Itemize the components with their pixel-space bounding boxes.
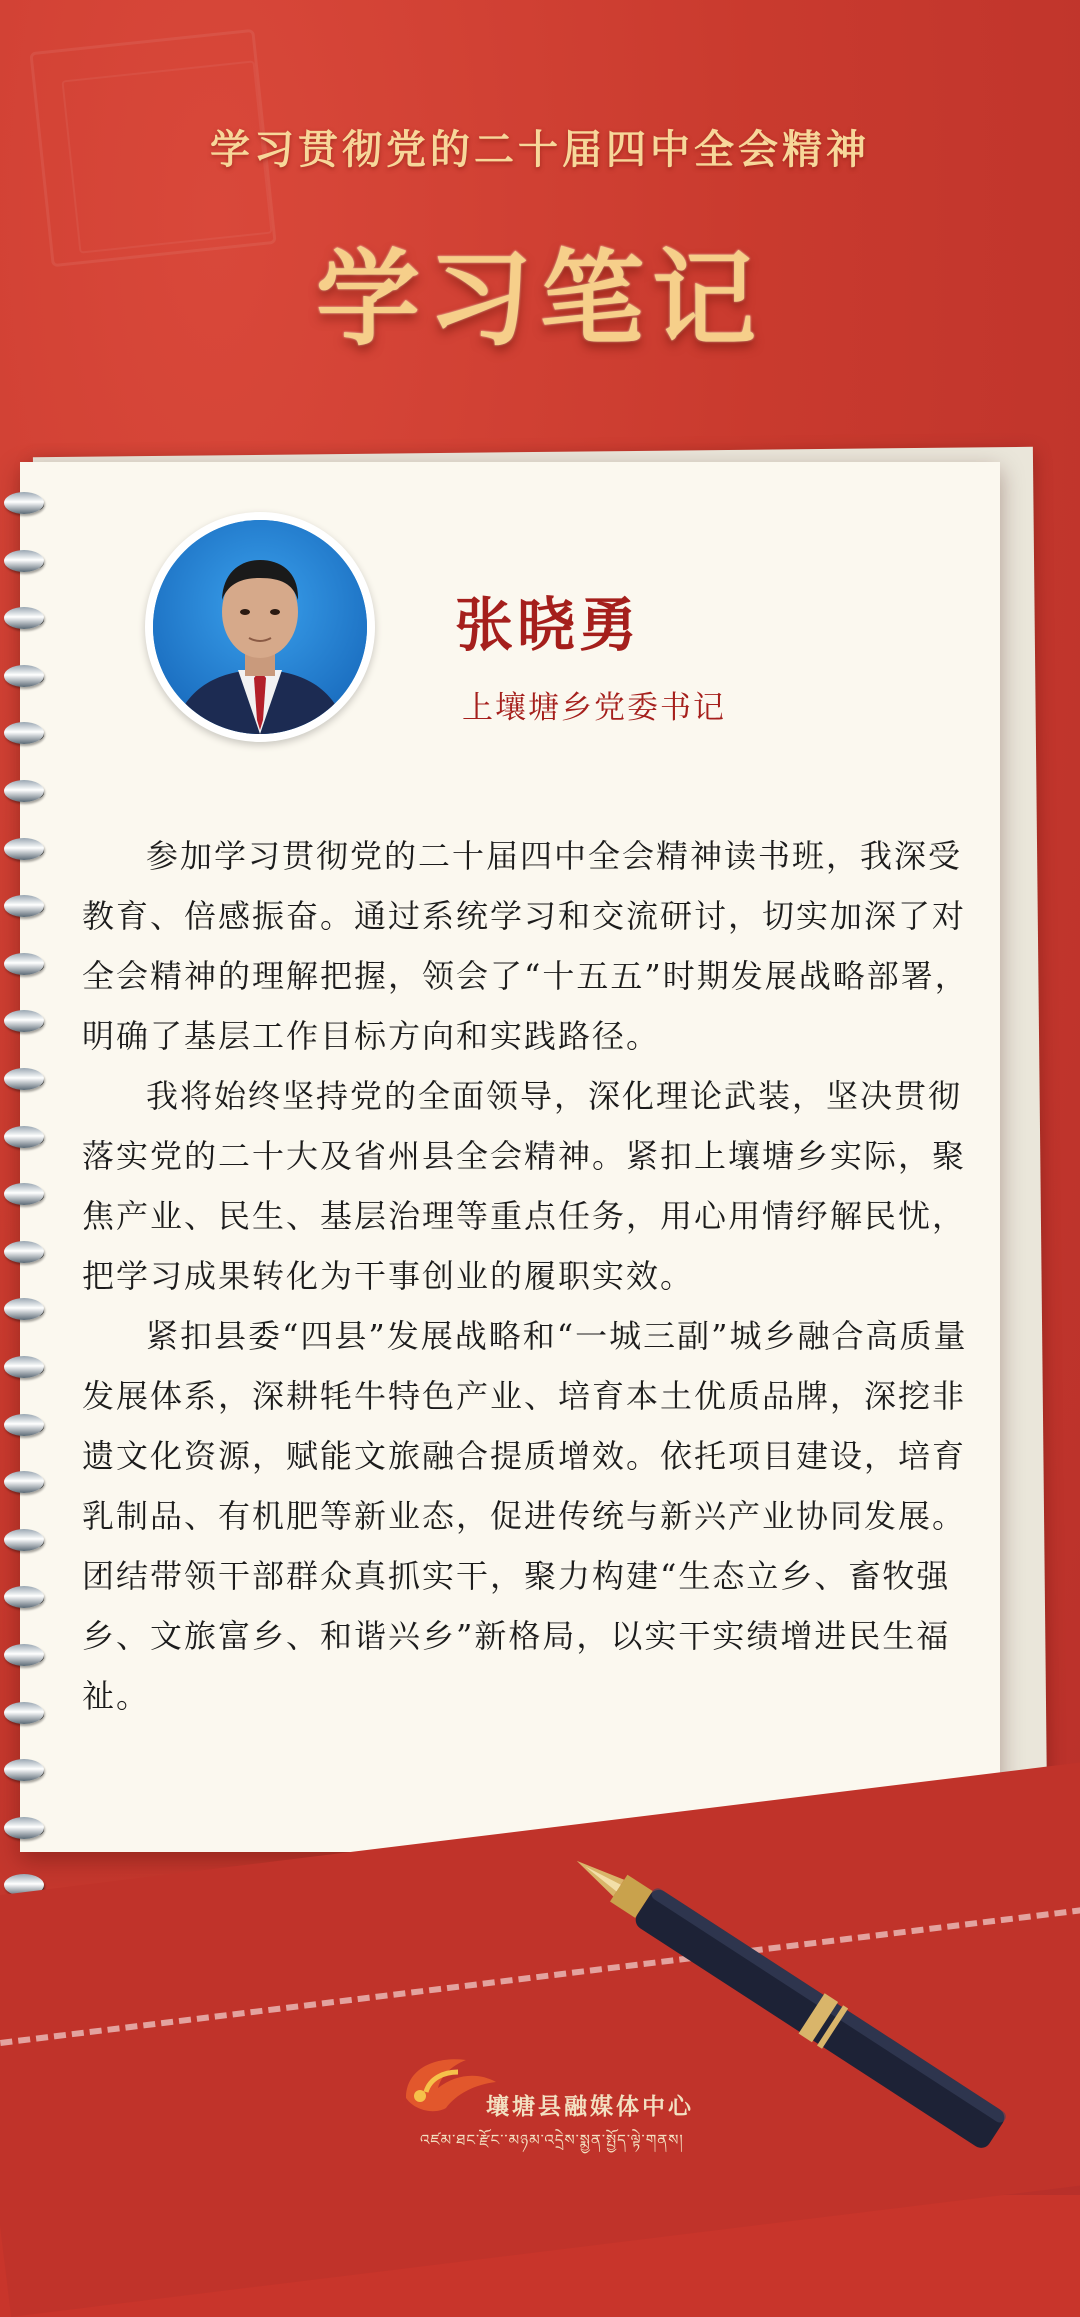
person-name: 张晓勇 xyxy=(455,591,642,659)
header-title: 学习笔记 xyxy=(315,238,764,360)
spiral-ring xyxy=(4,1414,44,1436)
spiral-ring xyxy=(4,550,44,572)
spiral-ring xyxy=(4,1183,44,1205)
spiral-ring xyxy=(4,838,44,860)
spiral-ring xyxy=(4,1356,44,1378)
spiral-ring xyxy=(4,1241,44,1263)
spiral-ring xyxy=(4,607,44,629)
article-paragraph-2: 我将始终坚持党的全面领导，深化理论武装，坚决贯彻落实党的二十大及省州县全会精神。紧扣上壤塘乡实际，聚焦产业、民生、基层治理等重点任务，用心用情纾解民忧，把学习成果转化为干事创业的履职实效。 xyxy=(82,1077,967,1295)
org-name: 壤塘县融媒体中心 xyxy=(486,2094,694,2120)
article-paragraph-1: 参加学习贯彻党的二十届四中全会精神读书班，我深受教育、倍感振奋。通过系统学习和交流研讨，切实加深了对全会精神的理解把握，领会了“十五五”时期发展战略部署，明确了基层工作目标方向和实践路径。 xyxy=(82,837,969,1055)
spiral-ring xyxy=(4,1471,44,1493)
article-body xyxy=(82,826,982,1726)
avatar xyxy=(153,520,367,734)
spiral-ring xyxy=(4,1644,44,1666)
spiral-ring xyxy=(4,1759,44,1781)
spiral-ring xyxy=(4,953,44,975)
spiral-ring xyxy=(4,1010,44,1032)
spiral-ring xyxy=(4,780,44,802)
header-subtitle: 学习贯彻党的二十届四中全会精神 xyxy=(210,127,870,173)
notebook-spiral-binding xyxy=(0,492,50,1992)
spiral-ring xyxy=(4,1586,44,1608)
spiral-ring xyxy=(4,1529,44,1551)
spiral-ring xyxy=(4,1298,44,1320)
spiral-ring xyxy=(4,665,44,687)
spiral-ring xyxy=(4,1068,44,1090)
spiral-ring xyxy=(4,1817,44,1839)
spiral-ring xyxy=(4,492,44,514)
spiral-ring xyxy=(4,1702,44,1724)
portrait-photo-icon xyxy=(153,520,367,734)
spiral-ring xyxy=(4,895,44,917)
spiral-ring xyxy=(4,722,44,744)
person-position: 上壤塘乡党委书记 xyxy=(462,690,726,726)
spiral-ring xyxy=(4,1126,44,1148)
org-name-tibetan: འཛམ་ཐང་རྫོང་་མཉམ་འདྲེས་སྨྱན་སྤྱོད་ལྟེ་གནས། xyxy=(420,2131,684,2149)
article-paragraph-3: 紧扣县委“四县”发展战略和“一城三副”城乡融合高质量发展体系，深耕牦牛特色产业、培育本土优质品牌，深挖非遗文化资源，赋能文旅融合提质增效。依托项目建设，培育乳制品、有机肥等新业态，促进传统与新兴产业协同发展。团结带领干部群众真抓实干，聚力构建“生态立乡、畜牧强乡、文旅富乡、和谐兴乡”新格局，以实干实绩增进民生福祉。 xyxy=(82,1317,968,1715)
